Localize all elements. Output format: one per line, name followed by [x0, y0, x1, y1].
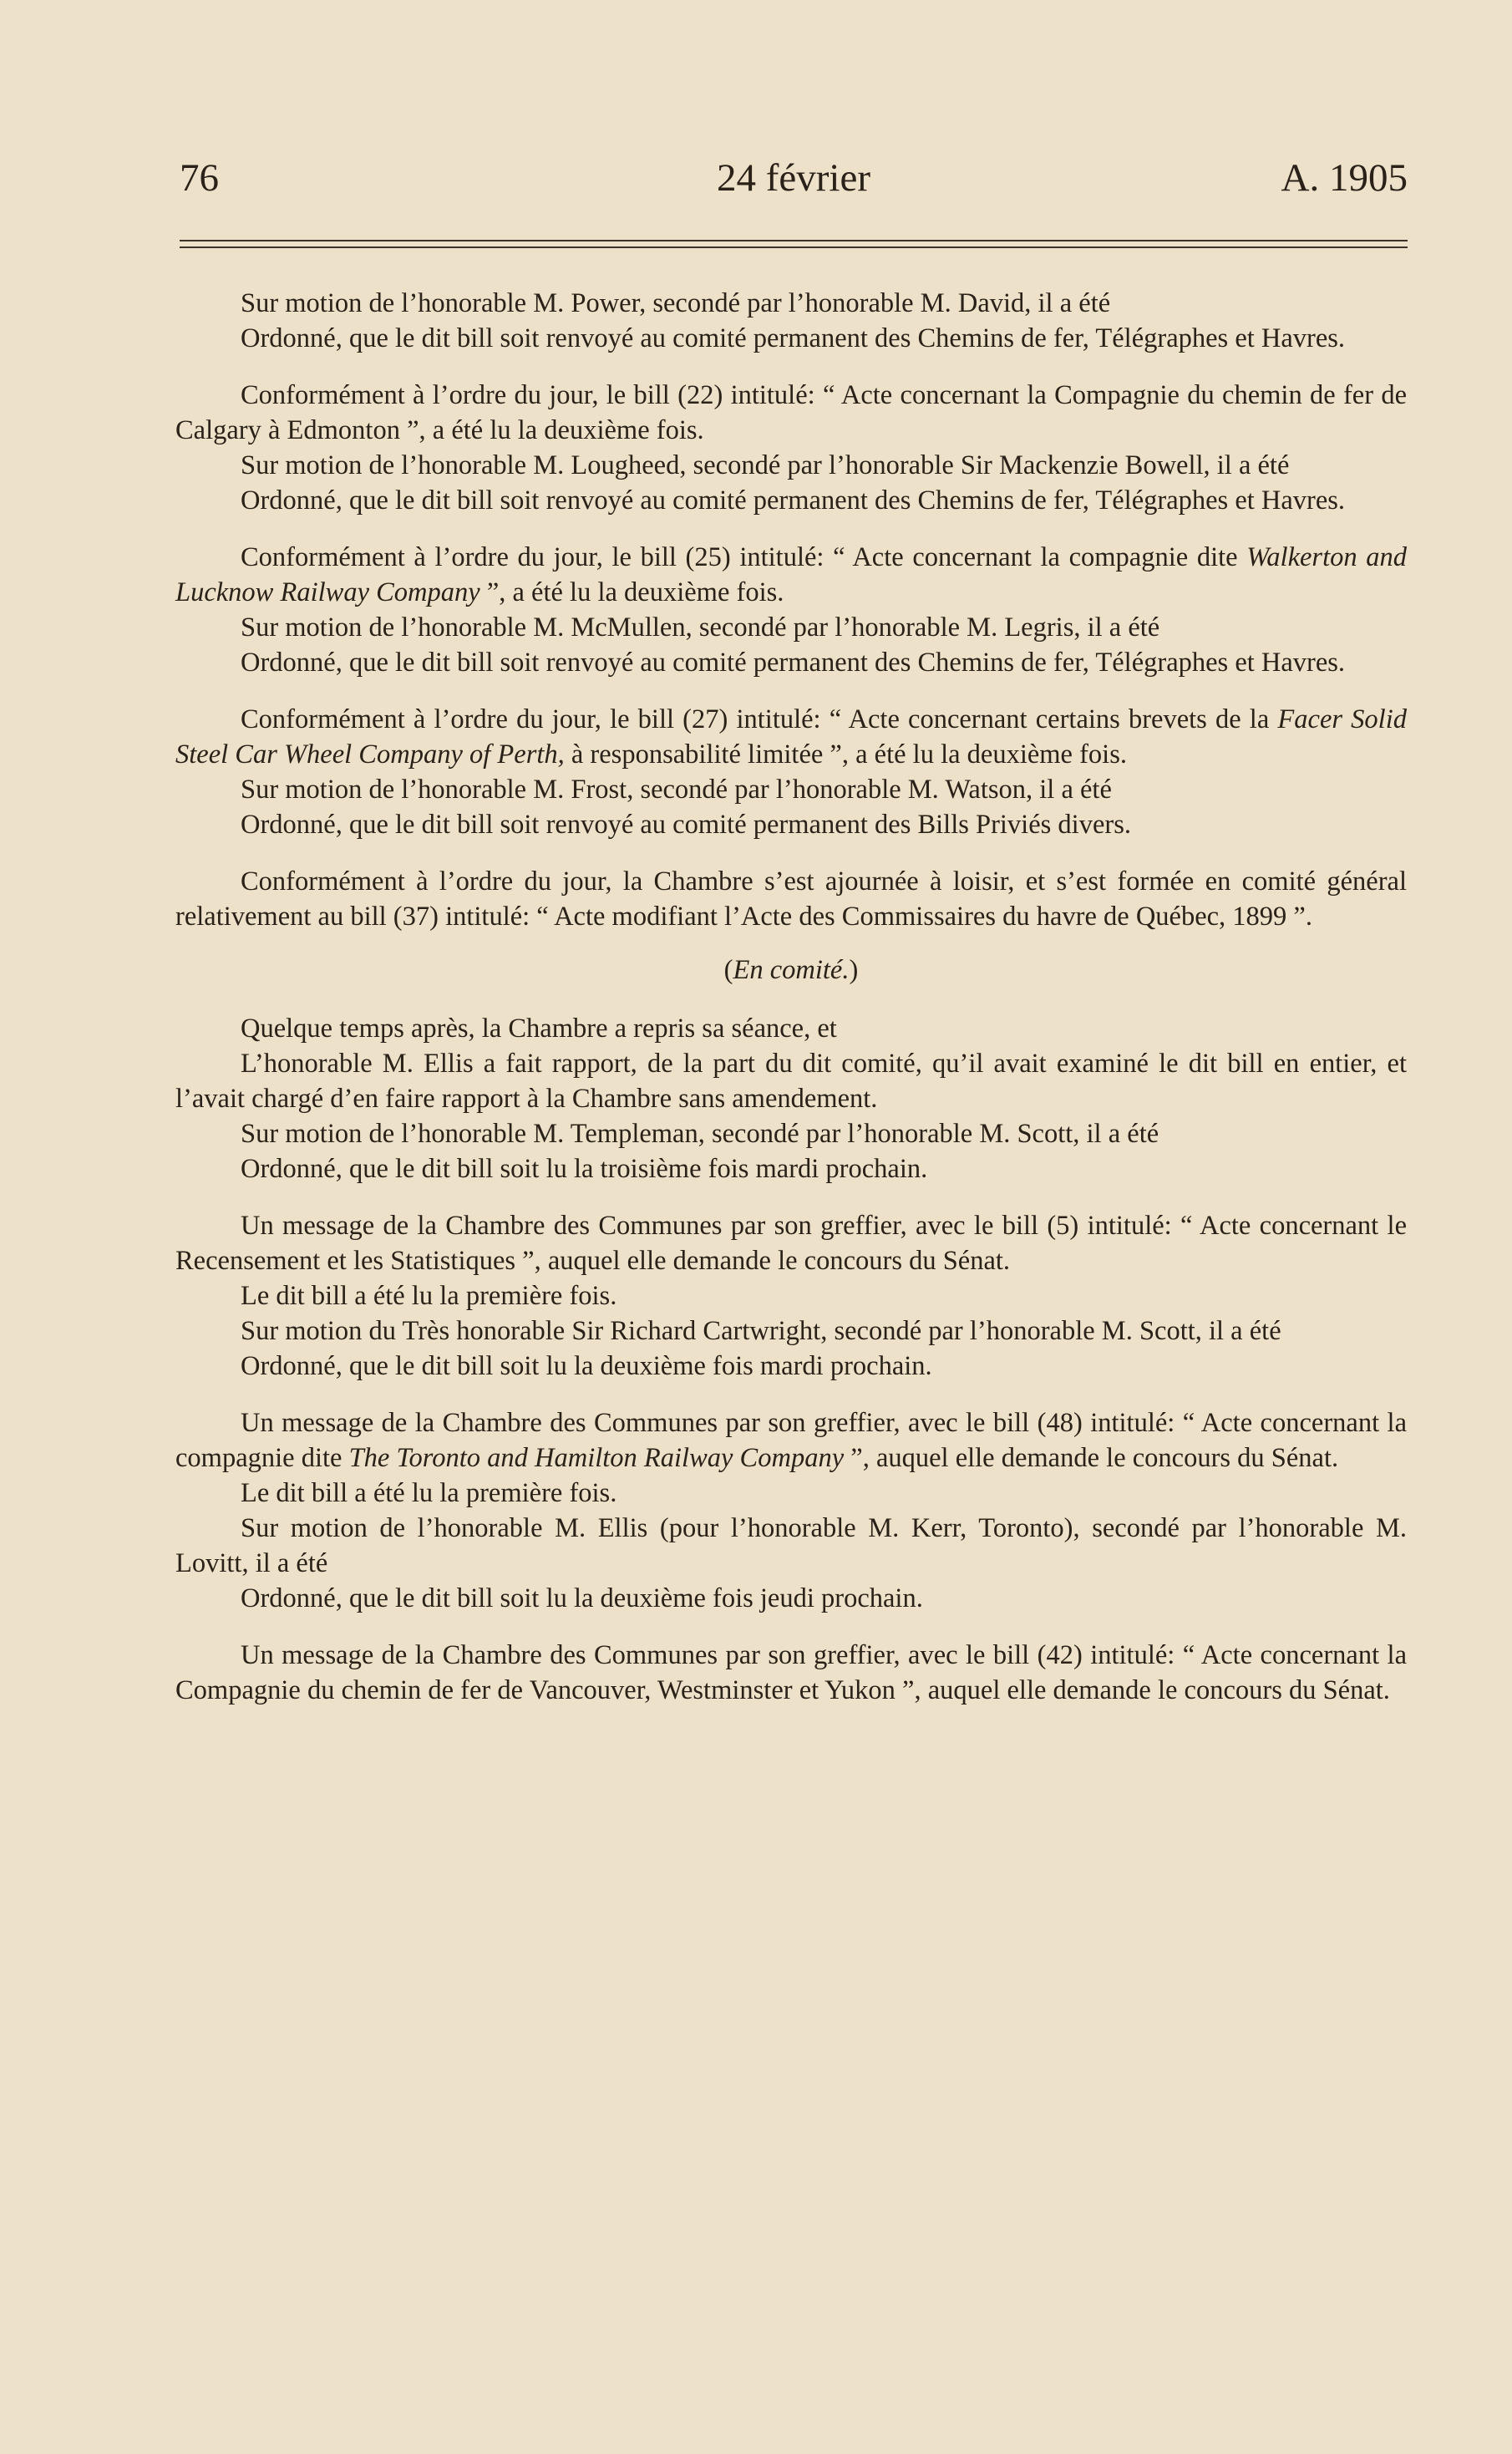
paragraph-text: ”, auquel elle demande le concours du Sénat. [844, 1443, 1339, 1473]
paragraph: Sur motion de l’honorable M. Ellis (pour l’honorable M. Kerr, Toronto), secondé par l’honorable M. Lovitt, il a été [175, 1513, 1407, 1578]
header-rule-bottom [180, 246, 1408, 248]
paragraph: Ordonné, que le dit bill soit lu la deuxième fois mardi prochain. [241, 1351, 932, 1381]
paragraph: Sur motion de l’honorable M. Power, secondé par l’honorable M. David, il a été [241, 288, 1111, 318]
page-header [180, 153, 1408, 203]
paragraph-text: Un message de la Chambre des Communes par son greffier, avec le bill (48) intitulé: “ Acte concernant la compagnie dite [175, 1408, 1407, 1473]
page-number: 76 [180, 156, 219, 200]
in-committee-label: En comité. [733, 955, 850, 985]
paragraph: Sur motion du Très honorable Sir Richard Cartwright, secondé par l’honorable M. Scott, il a été [241, 1316, 1281, 1346]
paragraph: Ordonné, que le dit bill soit renvoyé au comité permanent des Bills Priviés divers. [241, 810, 1131, 840]
paragraph: Sur motion de l’honorable M. Templeman, secondé par l’honorable M. Scott, il a été [241, 1119, 1159, 1149]
company-name: Facer Solid Steel Car Wheel Company of Perth, [175, 704, 1407, 770]
paragraph: L’honorable M. Ellis a fait rapport, de la part du dit comité, qu’il avait examiné le dit bill en entier, et l’avait chargé d’en faire rapport à la Chambre sans amendement. [175, 1049, 1407, 1114]
paragraph: Le dit bill a été lu la première fois. [241, 1281, 617, 1311]
paragraph: Le dit bill a été lu la première fois. [241, 1478, 617, 1508]
paragraph-text: Conformément à l’ordre du jour, le bill (25) intitulé: “ Acte concernant la compagnie dite [241, 542, 1247, 572]
paragraph: Ordonné, que le dit bill soit renvoyé au comité permanent des Chemins de fer, Télégraphes et Havres. [241, 648, 1346, 678]
company-name: The Toronto and Hamilton Railway Company [348, 1443, 845, 1473]
paragraph-text: Conformément à l’ordre du jour, le bill (27) intitulé: “ Acte concernant certains brevets de la [241, 704, 1278, 734]
document-body [175, 286, 1407, 1708]
paragraph: Un message de la Chambre des Communes par son greffier, avec le bill (42) intitulé: “ Acte concernant la Compagnie du chemin de fer de Vancouver, Westminster et Yukon ”, auquel elle demande le concours du Sénat. [175, 1640, 1407, 1705]
paragraph: Sur motion de l’honorable M. McMullen, secondé par l’honorable M. Legris, il a été [241, 612, 1160, 643]
paragraph: Quelque temps après, la Chambre a repris sa séance, et [241, 1014, 837, 1044]
section-heading [175, 953, 1407, 988]
paragraph-text: Conformément à l’ordre du jour, le bill (22) intitulé: “ Acte concernant la Compagnie du chemin de fer de Calgary à Edmonton ”, a été lu la deuxième fois. [175, 380, 1407, 445]
paragraph-text: ”, a été lu la deuxième fois. [479, 577, 784, 607]
paragraph: Ordonné, que le dit bill soit lu la troisième fois mardi prochain. [241, 1154, 928, 1184]
page-date: 24 février [717, 156, 870, 200]
paren-open: ( [723, 955, 733, 985]
paragraph: Ordonné, que le dit bill soit renvoyé au comité permanent des Chemins de fer, Télégraphes et Havres. [241, 485, 1346, 516]
paragraph [175, 378, 1407, 448]
header-rule-top [180, 240, 1408, 241]
paragraph-text: à responsabilité limitée ”, a été lu la deuxième fois. [564, 739, 1127, 770]
paragraph: Un message de la Chambre des Communes par son greffier, avec le bill (5) intitulé: “ Acte concernant le Recensement et les Statistiques ”, auquel elle demande le concours du Sénat. [175, 1211, 1407, 1276]
paragraph: Sur motion de l’honorable M. Lougheed, secondé par l’honorable Sir Mackenzie Bowell, il a été [241, 450, 1290, 480]
paragraph: Ordonné, que le dit bill soit renvoyé au comité permanent des Chemins de fer, Télégraphes et Havres. [241, 323, 1346, 353]
paragraph [175, 702, 1407, 772]
paragraph: Conformément à l’ordre du jour, la Chambre s’est ajournée à loisir, et s’est formée en comité général relativement au bill (37) intitulé: “ Acte modifiant l’Acte des Commissaires du havre de Québec, 1899 ”. [175, 866, 1407, 932]
paragraph [175, 540, 1407, 610]
paren-close: ) [849, 955, 859, 985]
paragraph [175, 1405, 1407, 1476]
paragraph: Sur motion de l’honorable M. Frost, secondé par l’honorable M. Watson, il a été [241, 775, 1112, 805]
company-name: Walkerton and Lucknow Railway Company [175, 542, 1407, 607]
page-year: A. 1905 [1281, 156, 1408, 200]
paragraph: Ordonné, que le dit bill soit lu la deuxième fois jeudi prochain. [241, 1583, 923, 1613]
